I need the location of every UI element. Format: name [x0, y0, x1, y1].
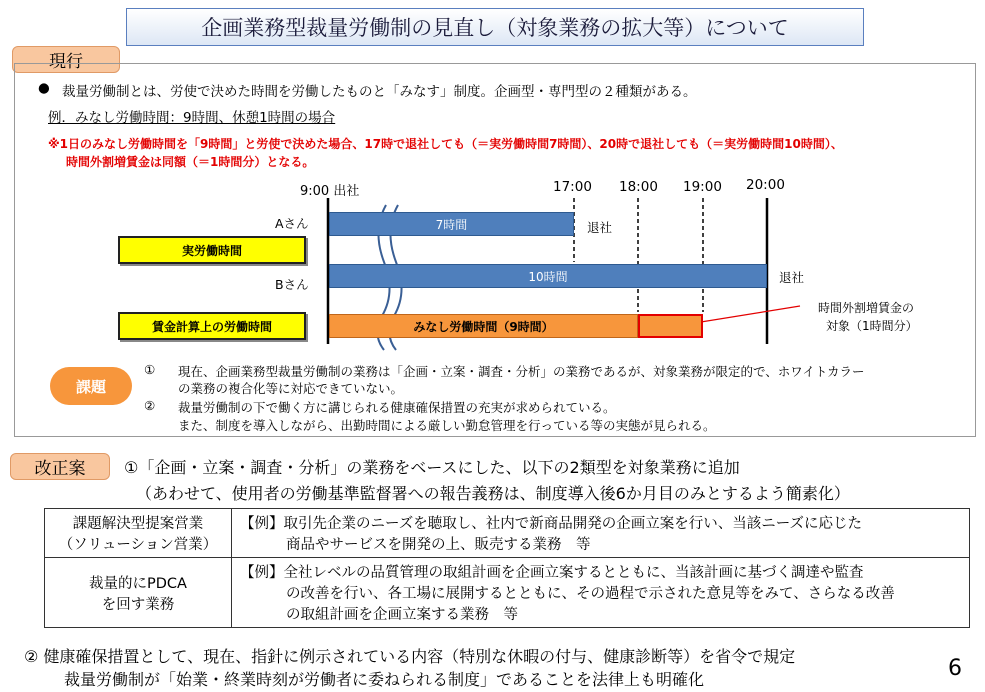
- table-row: [45, 558, 970, 628]
- issue-1-number: ①: [144, 362, 156, 377]
- row-2-body-line-2: の改善を行い、各工場に展開するとともに、その過程で示された意見等をみて、さらなる改善: [286, 586, 895, 602]
- issues-badge: 課題: [50, 367, 132, 405]
- time-label-1700: 17:00: [553, 179, 592, 195]
- label-actual-hours: 実労働時間: [118, 236, 306, 264]
- time-label-1900: 19:00: [683, 179, 722, 195]
- row-1-body-line-2: 商品やサービスを開発の上、販売する業務 等: [286, 537, 591, 553]
- leave-label-b: 退社: [779, 270, 805, 285]
- bar-person-b: 10時間: [329, 264, 767, 288]
- current-bullet-text: 裁量労働制とは、労使で決めた時間を労働したものと「みなす」制度。企画型・専門型の２種類がある。: [62, 84, 697, 100]
- bullet-dot: ●: [38, 80, 50, 96]
- proposal-item-2-line-2: 裁量労働制が「始業・終業時刻が労働者に委ねられる制度」であることを法律上も明確化: [64, 670, 705, 689]
- note-line-1: ※1日のみなし労働時間を「9時間」と労使で決めた場合、17時で退社しても（＝実労働時間7時間）、20時で退社しても（＝実労働時間10時間）、: [48, 137, 843, 151]
- proposal-tag: 改正案: [10, 453, 110, 480]
- overtime-segment: [638, 314, 703, 338]
- issue-2-line-2: また、制度を導入しながら、出勤時間による厳しい勤怠管理を行っている等の実態が見られる。: [178, 418, 716, 433]
- row-2-head-line-1: 裁量的にPDCA: [89, 575, 187, 592]
- label-wage-hours: 賃金計算上の労働時間: [118, 312, 306, 340]
- issue-2-number: ②: [144, 398, 156, 413]
- time-label-0900: 9:00 出社: [300, 184, 360, 199]
- issue-2-line-1: 裁量労働制の下で働く方に講じられる健康確保措置の充実が求められている。: [178, 400, 616, 415]
- bar-person-a: 7時間: [329, 212, 574, 236]
- overtime-note-line-2: 対象（1時間分）: [826, 319, 918, 333]
- new-task-types-table: [44, 508, 970, 628]
- row-2-body-line-3: の取組計画を企画立案する業務 等: [286, 607, 518, 623]
- table-row-head: [45, 558, 232, 628]
- page-number: 6: [948, 656, 962, 681]
- issue-1-line-1: 現在、企画業務型裁量労働制の業務は「企画・立案・調査・分析」の業務であるが、対象業務が限定的で、ホワイトカラー: [178, 364, 865, 379]
- table-row: [45, 509, 970, 558]
- proposal-item-1-line-1: ①「企画・立案・調査・分析」の業務をベースにした、以下の2類型を対象業務に追加: [124, 458, 740, 477]
- issue-1-line-2: の業務の複合化等に対応できていない。: [178, 381, 404, 396]
- row-1-head-line-2: （ソリューション営業）: [58, 537, 218, 553]
- page-title: 企画業務型裁量労働制の見直し（対象業務の拡大等）について: [126, 8, 864, 46]
- row-1-head-line-1: 課題解決型提案営業: [72, 516, 204, 532]
- table-row-body: [232, 509, 970, 558]
- proposal-item-1-line-2: （あわせて、使用者の労働基準監督署への報告義務は、制度導入後6か月目のみとするよう簡素化）: [136, 484, 850, 503]
- person-b-label: Bさん: [275, 277, 309, 292]
- proposal-item-2-line-1: ② 健康確保措置として、現在、指針に例示されている内容（特別な休暇の付与、健康診断等）を省令で規定: [24, 647, 796, 666]
- bar-deemed-hours: みなし労働時間（9時間）: [329, 314, 638, 338]
- time-label-1800: 18:00: [619, 179, 658, 195]
- person-a-label: Aさん: [275, 216, 309, 231]
- row-1-body-line-1: 【例】取引先企業のニーズを聴取し、社内で新商品開発の企画立案を行い、当該ニーズに応じた: [240, 516, 863, 532]
- table-row-body: [232, 558, 970, 628]
- leave-label-a: 退社: [587, 220, 613, 235]
- row-2-body-line-1: 【例】全社レベルの品質管理の取組計画を企画立案するとともに、当該計画に基づく調達や監査: [240, 565, 864, 581]
- current-tag: 現行: [12, 46, 120, 73]
- time-label-2000: 20:00: [746, 177, 785, 193]
- table-row-head: [45, 509, 232, 558]
- example-heading: 例．みなし労働時間：9時間、休憩1時間の場合: [48, 110, 336, 126]
- note-line-2: 時間外割増賃金は同額（＝1時間分）となる。: [66, 155, 315, 169]
- row-2-head-line-2: を回す業務: [101, 596, 175, 613]
- overtime-note-line-1: 時間外割増賃金の: [818, 301, 915, 315]
